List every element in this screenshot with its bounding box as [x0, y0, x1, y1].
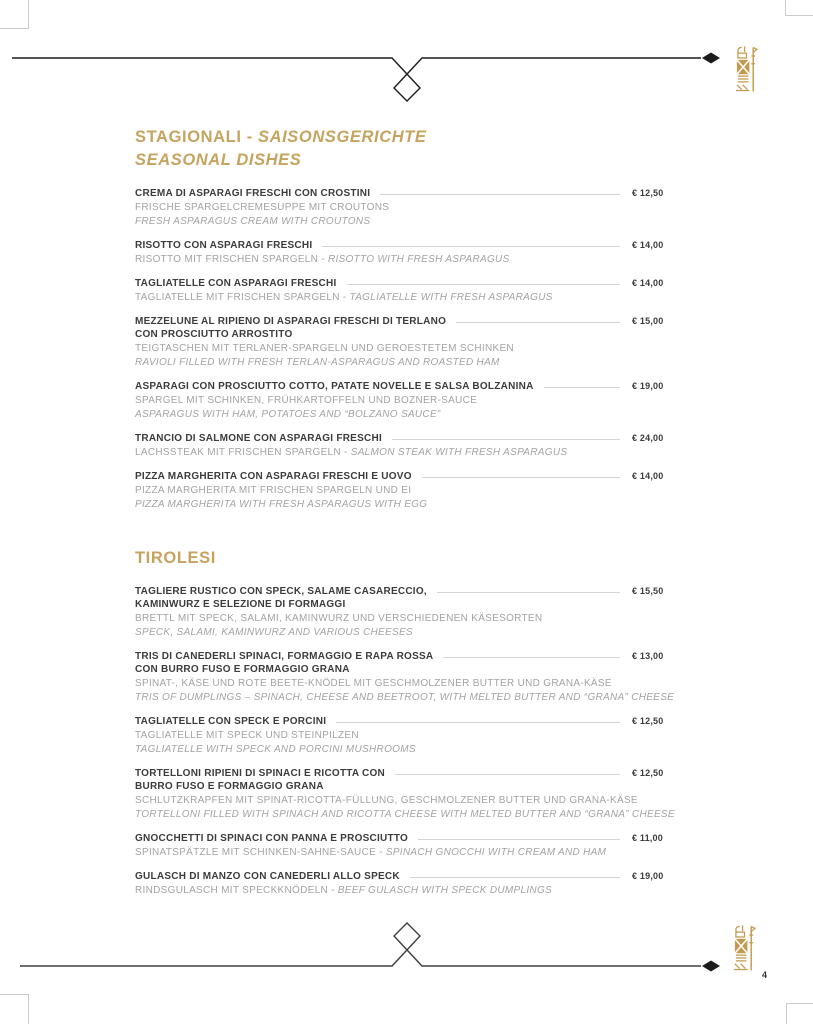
item-desc-english: TAGLIATELLE WITH SPECK AND PORCINI MUSHROOMS [135, 744, 416, 755]
item-price: € 19,00 [632, 871, 664, 881]
item-desc-german [135, 884, 710, 897]
menu-item [135, 315, 668, 369]
desc-german-text: LACHSSTEAK MIT FRISCHEN SPARGELN - [135, 447, 351, 458]
leader-line [322, 239, 620, 247]
top-divider-rule [0, 0, 813, 115]
section-heading-line2: SEASONAL DISHES [135, 151, 302, 169]
item-title-row [135, 585, 668, 611]
section-heading [135, 126, 668, 172]
menu-item [135, 187, 668, 228]
desc-german-text: FRISCHE SPARGELCREMESUPPE MIT CROUTONS [135, 202, 390, 213]
crop-mark-top-right [785, 0, 813, 16]
item-desc-german [135, 291, 710, 304]
heading-italic-text: SAISONSGERICHTE [258, 128, 427, 146]
item-list-tirolesi [135, 585, 675, 897]
desc-german-text: SPINATSPÄTZLE MIT SCHINKEN-SAHNE-SAUCE - [135, 847, 386, 858]
menu-item [135, 239, 668, 266]
item-title-row [135, 832, 668, 845]
desc-german-text: TAGLIATELLE MIT FRISCHEN SPARGELN - [135, 292, 350, 303]
crop-mark-bottom-left [0, 994, 29, 1024]
item-price: € 13,00 [632, 651, 664, 661]
desc-english-inline-text: SALMON STEAK WITH FRESH ASPARAGUS [350, 447, 568, 458]
item-desc-english: SPECK, SALAMI, KAMINWURZ AND VARIOUS CHEESES [135, 627, 413, 638]
menu-item [135, 870, 668, 897]
crop-mark-bottom-right [786, 1003, 813, 1024]
item-title: TORTELLONI RIPIENI DI SPINACI E RICOTTA CON BURRO FUSO E FORMAGGIO GRANA [135, 768, 386, 792]
item-title: TAGLIERE RUSTICO CON SPECK, SALAME CASARECCIO, KAMINWURZ E SELEZIONE DI FORMAGGI [135, 586, 427, 610]
item-title: PIZZA MARGHERITA CON ASPARAGI FRESCHI E UOVO [135, 471, 412, 482]
item-list-stagionali [135, 187, 668, 511]
item-title: TAGLIATELLE CON ASPARAGI FRESCHI [135, 278, 337, 289]
menu-item [135, 470, 668, 511]
item-desc-english: TRIS OF DUMPLINGS – SPINACH, CHEESE AND BEETROOT, WITH MELTED BUTTER AND “GRANA” CHEESE [135, 692, 675, 703]
desc-german-text: SCHLUTZKRAPFEN MIT SPINAT-RICOTTA-FÜLLUNG, GESCHMOLZENER BUTTER UND GRANA-KÄSE [135, 795, 638, 806]
menu-item [135, 650, 675, 704]
item-title: CREMA DI ASPARAGI FRESCHI CON CROSTINI [135, 188, 371, 199]
section-heading-line1 [135, 126, 668, 149]
item-price: € 19,00 [632, 381, 664, 391]
item-desc-german [135, 342, 710, 355]
desc-english-inline-text: TAGLIATELLE WITH FRESH ASPARAGUS [349, 292, 553, 303]
item-price: € 14,00 [632, 278, 664, 288]
menu-item [135, 585, 668, 639]
item-price: € 12,50 [632, 188, 664, 198]
item-title-row [135, 432, 668, 445]
desc-english-inline-text: RISOTTO WITH FRESH ASPARAGUS [327, 254, 510, 265]
item-desc-german [135, 253, 710, 266]
leader-line [392, 432, 620, 440]
desc-german-text: SPARGEL MIT SCHINKEN, FRÜHKARTOFFELN UND BOZNER-SAUCE [135, 395, 478, 406]
item-title-row [135, 187, 668, 200]
leader-line [437, 585, 620, 593]
diamond-knot-icon [20, 923, 701, 966]
item-desc-german [135, 201, 710, 214]
leader-line [410, 870, 620, 878]
item-title: GNOCCHETTI DI SPINACI CON PANNA E PROSCIUTTO [135, 833, 409, 844]
heading-regular-text: TIROLESI [135, 549, 216, 567]
item-title-row [135, 767, 668, 793]
item-desc-german [135, 394, 710, 407]
item-desc-english: RAVIOLI FILLED WITH FRESH TERLAN-ASPARAGUS AND ROASTED HAM [135, 357, 500, 368]
item-title-row [135, 239, 668, 252]
item-title-row [135, 277, 668, 290]
item-desc-german [135, 677, 710, 690]
item-desc-english: ASPARAGUS WITH HAM, POTATOES AND “BOLZANO SAUCE” [135, 409, 441, 420]
item-desc-german [135, 729, 710, 742]
item-title-row [135, 315, 668, 341]
section-heading-line1 [135, 547, 668, 570]
item-title: TRIS DI CANEDERLI SPINACI, FORMAGGIO E RAPA ROSSA CON BURRO FUSO E FORMAGGIO GRANA [135, 651, 434, 675]
desc-german-text: SPINAT-, KÄSE UND ROTE BEETE-KNÖDEL MIT GESCHMOLZENER BUTTER UND GRANA-KÄSE [135, 678, 612, 689]
item-desc-german [135, 446, 710, 459]
crest-icon [735, 44, 758, 93]
leader-line [380, 187, 620, 195]
item-title: RISOTTO CON ASPARAGI FRESCHI [135, 240, 313, 251]
desc-german-text: TEIGTASCHEN MIT TERLANER-SPARGELN UND GEROESTETEM SCHINKEN [135, 343, 514, 354]
diamond-knot-icon [12, 58, 701, 101]
desc-german-text: PIZZA MARGHERITA MIT FRISCHEN SPARGELN UND EI [135, 485, 412, 496]
item-title-row [135, 650, 668, 676]
item-title: ASPARAGI CON PROSCIUTTO COTTO, PATATE NOVELLE E SALSA BOLZANINA [135, 381, 534, 392]
item-title: MEZZELUNE AL RIPIENO DI ASPARAGI FRESCHI DI TERLANO CON PROSCIUTTO ARROSTITO [135, 316, 447, 340]
item-title: TAGLIATELLE CON SPECK E PORCINI [135, 716, 327, 727]
leader-line [418, 832, 620, 840]
item-desc-english: TORTELLONI FILLED WITH SPINACH AND RICOTTA CHEESE WITH MELTED BUTTER AND “GRANA” CHEESE [135, 809, 675, 820]
item-price: € 15,50 [632, 586, 664, 596]
section-stagionali [135, 126, 668, 511]
leader-line [544, 380, 620, 388]
item-title: GULASCH DI MANZO CON CANEDERLI ALLO SPECK [135, 871, 400, 882]
desc-german-text: RISOTTO MIT FRISCHEN SPARGELN - [135, 254, 328, 265]
item-price: € 12,50 [632, 768, 664, 778]
crop-mark-top-left [0, 0, 29, 29]
diamond-endcap-icon [702, 961, 720, 972]
item-desc-german [135, 846, 710, 859]
leader-line [422, 470, 620, 478]
desc-english-inline-text: BEEF GULASCH WITH SPECK DUMPLINGS [337, 885, 552, 896]
item-title: TRANCIO DI SALMONE CON ASPARAGI FRESCHI [135, 433, 382, 444]
section-tirolesi [135, 547, 675, 897]
desc-english-inline-text: SPINACH GNOCCHI WITH CREAM AND HAM [385, 847, 607, 858]
leader-line [347, 277, 620, 285]
item-desc-german [135, 794, 710, 807]
item-desc-english: FRESH ASPARAGUS CREAM WITH CROUTONS [135, 216, 371, 227]
item-price: € 14,00 [632, 240, 664, 250]
desc-german-text: RINDSGULASCH MIT SPECKKNÖDELN - [135, 885, 338, 896]
diamond-endcap-icon [702, 53, 720, 64]
item-desc-german [135, 484, 710, 497]
item-desc-english: PIZZA MARGHERITA WITH FRESH ASPARAGUS WITH EGG [135, 499, 428, 510]
item-price: € 15,00 [632, 316, 664, 326]
menu-item [135, 380, 668, 421]
menu-item [135, 767, 675, 821]
leader-line [336, 715, 620, 723]
heading-regular-text: STAGIONALI - [135, 128, 258, 146]
item-desc-german [135, 612, 710, 625]
item-price: € 24,00 [632, 433, 664, 443]
desc-german-text: TAGLIATELLE MIT SPECK UND STEINPILZEN [135, 730, 359, 741]
item-price: € 11,00 [632, 833, 663, 843]
leader-line [395, 767, 620, 775]
leader-line [456, 315, 620, 323]
menu-item [135, 432, 668, 459]
page-number: 4 [762, 970, 768, 980]
menu-item [135, 277, 668, 304]
menu-content [135, 126, 675, 908]
desc-german-text: BRETTL MIT SPECK, SALAMI, KAMINWURZ UND VERSCHIEDENEN KÄSESORTEN [135, 613, 543, 624]
leader-line [443, 650, 620, 658]
item-title-row [135, 715, 668, 728]
bottom-divider-rule [0, 915, 813, 1015]
item-title-row [135, 470, 668, 483]
section-heading [135, 547, 668, 570]
item-title-row [135, 380, 668, 393]
crest-icon [733, 923, 756, 972]
item-price: € 12,50 [632, 716, 664, 726]
menu-item [135, 715, 668, 756]
item-price: € 14,00 [632, 471, 664, 481]
item-title-row [135, 870, 668, 883]
menu-item [135, 832, 668, 859]
